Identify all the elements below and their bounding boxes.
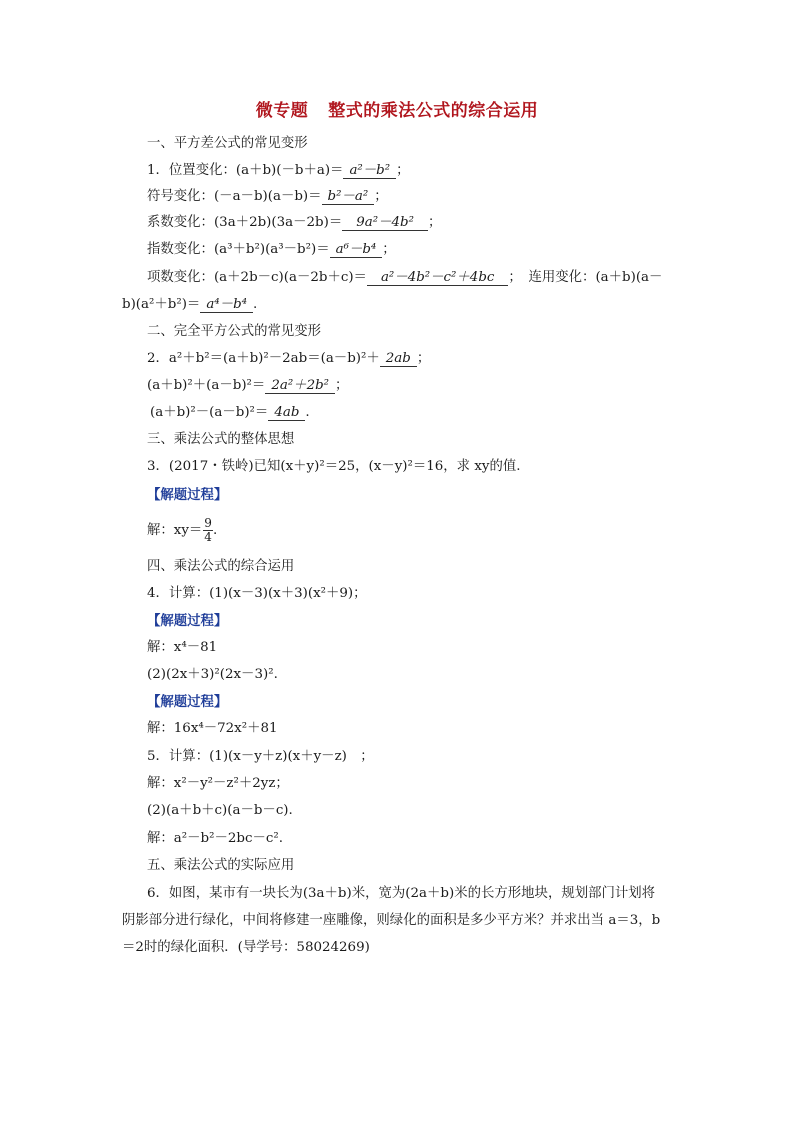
question-text: 符号变化：(－a－b)(a－b)＝ <box>147 189 322 204</box>
fraction-denominator: 4 <box>204 530 212 544</box>
fraction <box>203 517 213 544</box>
line-end: ； <box>396 163 410 178</box>
answer-blank: 2ab <box>380 352 417 367</box>
s1-line-4 <box>147 241 396 259</box>
question-6-line-3: ＝2时的绿化面积．(导学号：58024269) <box>122 940 370 955</box>
question-text: (a＋b)²＋(a－b)²＝ <box>147 378 266 393</box>
section-2-heading: 二、完全平方公式的常见变形 <box>147 324 322 339</box>
answer-4-1: 解：x⁴－81 <box>147 640 218 655</box>
question-text: 指数变化：(a³＋b²)(a³－b²)＝ <box>147 242 330 257</box>
question-text: (a＋b)²－(a－b)²＝ <box>150 405 269 420</box>
answer-5-1: 解：x²－y²－z²＋2yz； <box>147 776 289 791</box>
answer-blank: 2a²＋2b² <box>265 379 335 394</box>
s2-line-2 <box>147 377 348 395</box>
s1-line-3 <box>147 214 441 232</box>
line-end: ； <box>374 189 388 204</box>
answer-blank: a²－b² <box>343 164 396 179</box>
question-text: 1．位置变化：(a＋b)(－b＋a)＝ <box>147 163 344 178</box>
answer-blank: a⁴－b⁴ <box>200 298 253 313</box>
title-part-2: 整式的乘法公式的综合运用 <box>328 101 539 121</box>
line-end: ； <box>335 378 349 393</box>
answer-4-2: 解：16x⁴－72x²＋81 <box>147 721 278 736</box>
s1-line-1 <box>147 162 410 180</box>
answer-5-2: 解：a²－b²－2bc－c². <box>147 831 283 846</box>
line-end: ； 连用变化：(a＋b)(a－ <box>508 270 663 285</box>
section-5-heading: 五、乘法公式的实际应用 <box>147 858 295 873</box>
question-4-1: 4．计算：(1)(x－3)(x＋3)(x²＋9)； <box>147 586 367 601</box>
s2-line-3 <box>150 404 310 422</box>
question-5-1: 5．计算：(1)(x－y＋z)(x＋y－z) ； <box>147 749 374 764</box>
question-6-line-2: 阴影部分进行绿化，中间将修建一座雕像，则绿化的面积是多少平方米？并求出当 a＝3，b <box>122 913 661 928</box>
question-6-line-1: 6．如图，某市有一块长为(3a＋b)米，宽为(2a＋b)米的长方形地块，规划部门计划将 <box>147 886 656 901</box>
question-4-2: (2)(2x＋3)²(2x－3)². <box>147 667 278 682</box>
question-5-2: (2)(a＋b＋c)(a－b－c). <box>147 803 293 818</box>
solution-label: 【解题过程】 <box>147 694 228 710</box>
title-part-1: 微专题 <box>255 101 309 121</box>
s1-line-6 <box>122 296 257 314</box>
line-end: . <box>212 523 218 538</box>
section-1-heading: 一、平方差公式的常见变形 <box>147 136 308 151</box>
answer-blank: a⁶－b⁴ <box>330 243 383 258</box>
s1-line-5 <box>147 269 662 287</box>
s2-line-1 <box>147 350 430 368</box>
s1-line-2 <box>147 188 388 206</box>
section-3-heading: 三、乘法公式的整体思想 <box>147 432 295 447</box>
question-text: 项数变化：(a＋2b－c)(a－2b＋c)＝ <box>147 270 367 285</box>
section-4-heading: 四、乘法公式的综合运用 <box>147 559 295 574</box>
solution-label: 【解题过程】 <box>147 613 228 629</box>
question-text: 系数变化：(3a＋2b)(3a－2b)＝ <box>147 215 343 230</box>
fraction-numerator: 9 <box>204 516 212 530</box>
answer-prefix: 解：xy＝ <box>147 523 203 538</box>
answer-3 <box>147 517 217 545</box>
line-end: . <box>253 297 258 312</box>
answer-blank: 4ab <box>268 406 305 421</box>
answer-blank: b²－a² <box>322 190 375 205</box>
line-end: ； <box>416 351 431 366</box>
page-title <box>0 96 794 121</box>
question-3: 3．(2017・铁岭)已知(x＋y)²＝25，(x－y)²＝16，求 xy的值. <box>147 459 521 474</box>
question-text: b)(a²＋b²)＝ <box>122 297 201 312</box>
line-end: . <box>305 405 310 420</box>
answer-blank: 9a²－4b² <box>342 216 428 231</box>
solution-label: 【解题过程】 <box>147 487 228 503</box>
answer-blank: a²－4b²－c²＋4bc <box>367 271 508 286</box>
question-text: 2．a²＋b²＝(a＋b)²－2ab＝(a－b)²＋ <box>147 351 380 366</box>
line-end: ； <box>427 215 442 230</box>
line-end: ； <box>382 242 396 257</box>
